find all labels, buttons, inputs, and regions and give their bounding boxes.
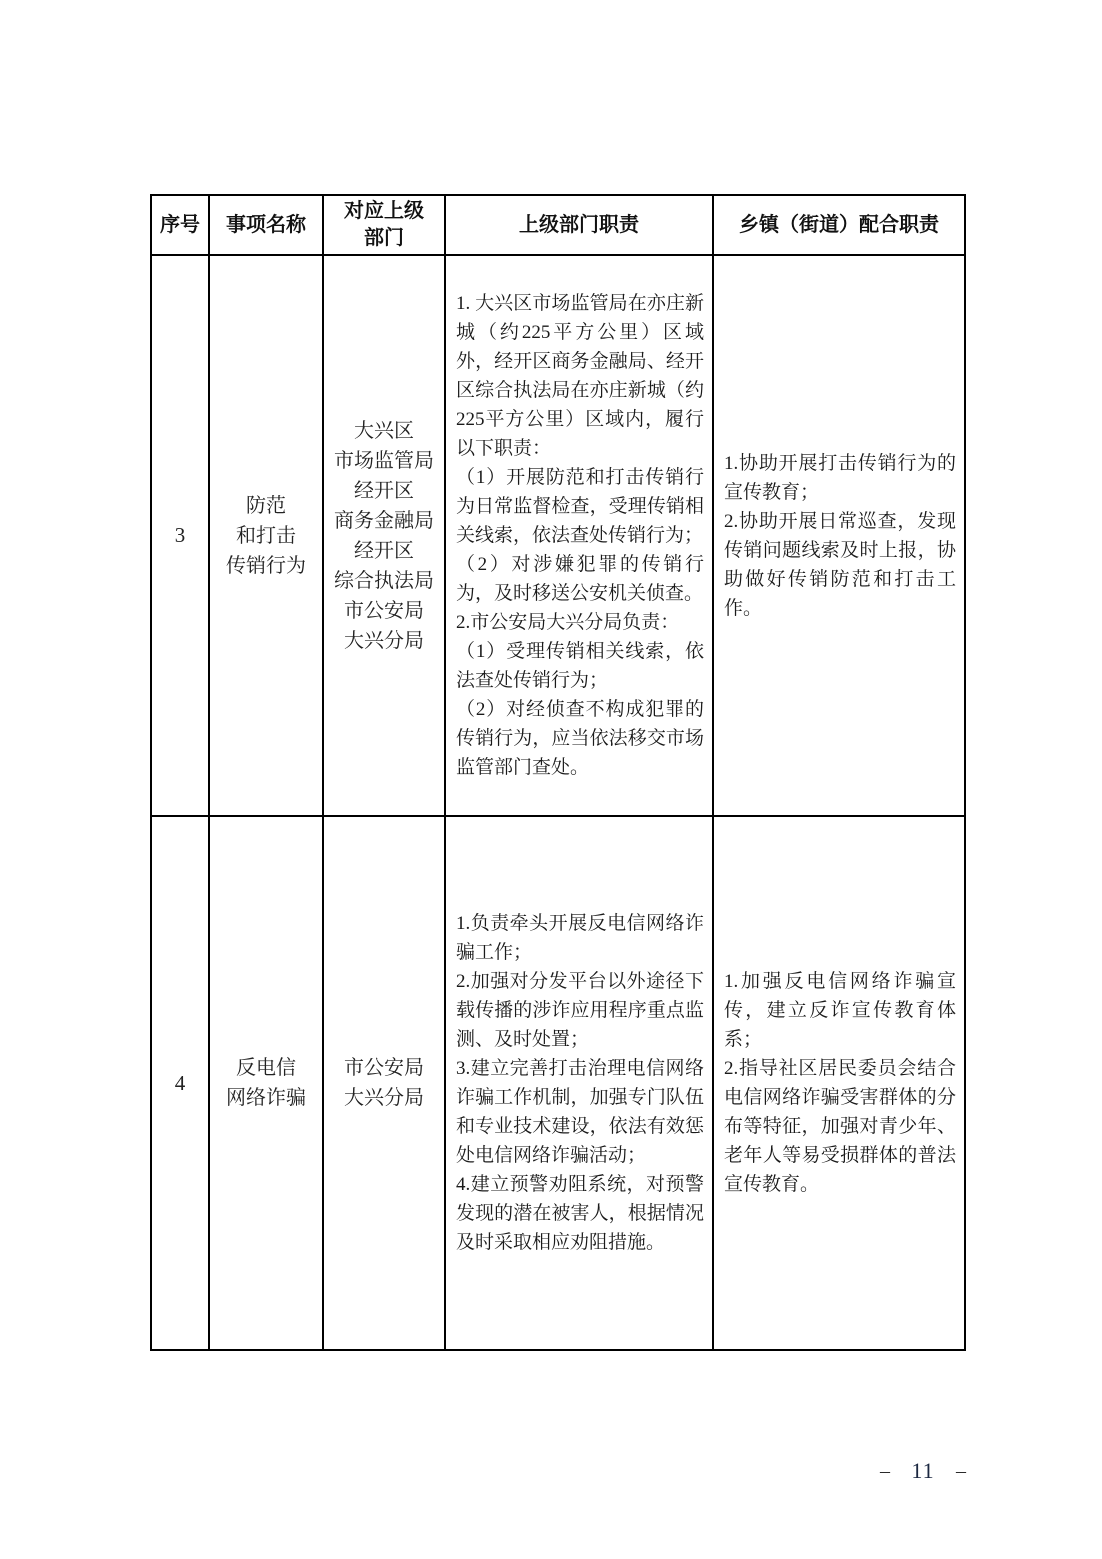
text-line: 商务金融局 — [334, 509, 434, 532]
row4-superior-department — [323, 816, 445, 1350]
text-line: 传销行为 — [226, 554, 306, 577]
text-line: 市公安局 — [344, 599, 424, 622]
text-line: 经开区 — [354, 539, 414, 562]
row3-superior-duties — [445, 255, 713, 816]
table-header-row — [151, 195, 965, 255]
text-line: 部门 — [364, 227, 404, 249]
row4-superior-duties — [445, 816, 713, 1350]
text-line: 3.建立完善打击治理电信网络诈骗工作机制，加强专门队伍和专业技术建设，依法有效惩处电信网络诈骗活动； — [456, 1058, 704, 1166]
text-line: 对应上级 — [344, 200, 424, 222]
text-line: 1.协助开展打击传销行为的宣传教育； — [724, 452, 956, 503]
responsibilities-table — [150, 194, 966, 1351]
text-line: 1. 大兴区市场监管局在亦庄新城（约225平方公里）区域外，经开区商务金融局、经开区综合执法局在亦庄新城（约225平方公里）区域内，履行以下职责： — [456, 293, 704, 459]
row3-township-duties — [713, 255, 965, 816]
text-line: 4.建立预警劝阻系统，对预警发现的潜在被害人，根据情况及时采取相应劝阻措施。 — [456, 1174, 704, 1253]
header-index: 序号 — [151, 195, 209, 255]
text-line: （1）受理传销相关线索，依法查处传销行为； — [456, 641, 704, 691]
page-number-left-dash: – — [880, 1459, 890, 1482]
text-line: 1.负责牵头开展反电信网络诈骗工作； — [456, 913, 704, 963]
text-line: 2.指导社区居民委员会结合电信网络诈骗受害群体的分布等特征，加强对青少年、老年人等易受损群体的普法宣传教育。 — [724, 1058, 956, 1195]
text-line: 大兴分局 — [344, 629, 424, 652]
row4-township-duties — [713, 816, 965, 1350]
text-line: 和打击 — [236, 524, 296, 547]
header-superior-department — [323, 195, 445, 255]
page-number-value: 11 — [911, 1458, 935, 1483]
text-line: 2.协助开展日常巡查，发现传销问题线索及时上报，协助做好传销防范和打击工作。 — [724, 510, 956, 619]
row3-superior-department — [323, 255, 445, 816]
header-township-duties: 乡镇（街道）配合职责 — [713, 195, 965, 255]
header-superior-duties: 上级部门职责 — [445, 195, 713, 255]
page-number-right-dash: – — [956, 1459, 966, 1482]
text-line: 市公安局 — [344, 1057, 424, 1079]
text-line: 2.市公安局大兴分局负责： — [456, 612, 680, 633]
text-line: 反电信 — [236, 1057, 296, 1079]
row4-item-name — [209, 816, 323, 1350]
text-line: （2）对经侦查不构成犯罪的传销行为，应当依法移交市场监管部门查处。 — [456, 699, 704, 778]
text-line: 防范 — [246, 494, 286, 517]
row3-index: 3 — [151, 255, 209, 816]
text-line: 市场监管局 — [334, 449, 434, 472]
text-line: 网络诈骗 — [226, 1087, 306, 1109]
row3-item-name — [209, 255, 323, 816]
row4-index: 4 — [151, 816, 209, 1350]
text-line: 1.加强反电信网络诈骗宣传，建立反诈宣传教育体系； — [724, 971, 956, 1050]
table-row — [151, 816, 965, 1350]
text-line: 综合执法局 — [334, 569, 434, 592]
text-line: 经开区 — [354, 479, 414, 502]
text-line: （2）对涉嫌犯罪的传销行为，及时移送公安机关侦查。 — [456, 554, 704, 604]
text-line: 2.加强对分发平台以外途径下载传播的涉诈应用程序重点监测、及时处置； — [456, 971, 704, 1050]
text-line: （1）开展防范和打击传销行为日常监督检查，受理传销相关线索，依法查处传销行为； — [456, 467, 704, 546]
table-row — [151, 255, 965, 816]
text-line: 大兴区 — [354, 419, 414, 442]
text-line: 大兴分局 — [344, 1087, 424, 1109]
page-number — [880, 1458, 966, 1484]
header-item-name: 事项名称 — [209, 195, 323, 255]
